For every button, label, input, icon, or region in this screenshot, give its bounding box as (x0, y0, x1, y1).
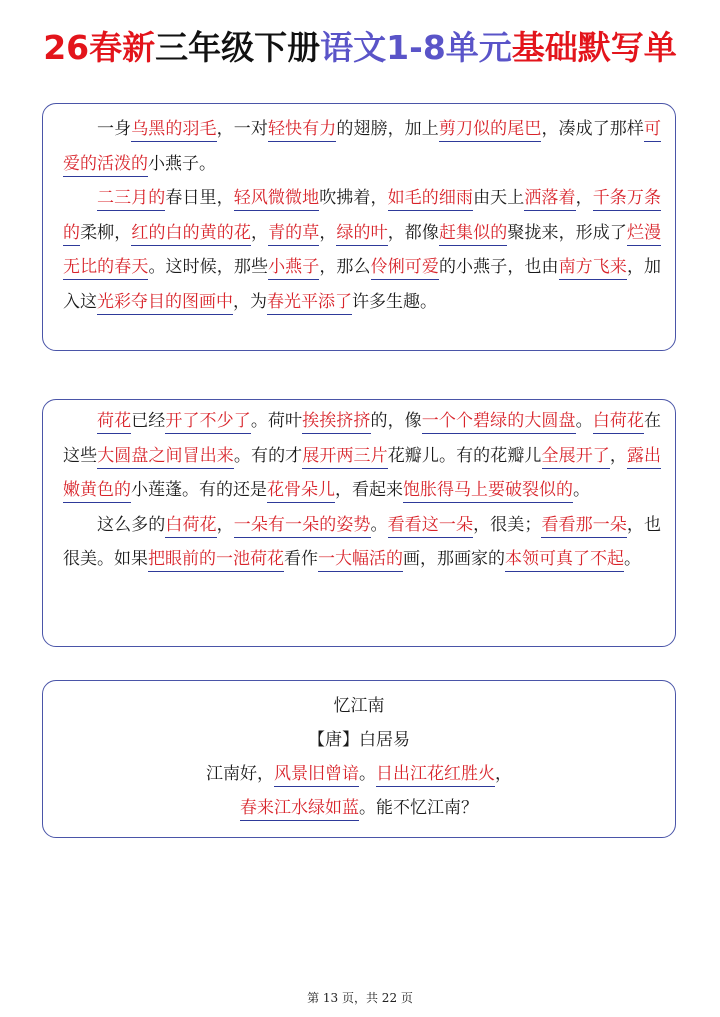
answer-text: 白荷花 (165, 515, 216, 538)
title-part-1: 26春新 (43, 28, 156, 67)
answer-text: 看看这一朵 (388, 515, 473, 538)
body-text: 。这时候，那些 (148, 257, 269, 277)
answer-text: 洒落着 (524, 188, 575, 211)
body-text: 。荷叶 (250, 411, 303, 431)
poem-title: 忆江南 (333, 696, 385, 716)
answer-text: 剪刀似的尾巴 (439, 119, 542, 142)
poem-line (57, 757, 661, 791)
body-text: 柔柳， (80, 222, 132, 243)
title-part-4: 基础默写单 (511, 28, 677, 67)
body-text: ， (216, 514, 234, 535)
answer-text: 千条万条的 (63, 188, 661, 246)
body-text: 的，像 (370, 411, 422, 431)
poem-box (42, 680, 676, 838)
answer-text: 日出江花红胜火 (376, 764, 495, 787)
passage-box-swallow (42, 103, 676, 351)
answer-text: 伶俐可爱 (371, 257, 439, 280)
answer-text: 青的草 (268, 223, 319, 246)
answer-text: 乌黑的羽毛 (131, 119, 216, 142)
body-text: 。 (359, 764, 376, 784)
answer-text: 二三月的 (97, 188, 165, 211)
answer-text: 一朵有一朵的姿势 (234, 515, 371, 538)
answer-text: 小燕子 (268, 257, 319, 280)
answer-text: 绿的叶 (336, 223, 387, 246)
answer-text: 春来江水绿如蓝 (240, 798, 359, 821)
passage-box-lotus (42, 399, 676, 647)
passage-paragraph (63, 508, 661, 577)
answer-text: 可爱的活泼的 (63, 119, 661, 177)
body-text: 这么多的 (97, 514, 166, 535)
answer-text: 看看那一朵 (541, 515, 627, 538)
poem-author: 【唐】白居易 (308, 730, 410, 750)
body-text: ，一对 (216, 119, 268, 139)
poem-line (57, 791, 661, 825)
answer-text: 露出嫩黄色的 (63, 446, 661, 504)
answer-text: 把眼前的一池荷花 (148, 549, 284, 572)
answer-text: 展开两三片 (302, 446, 387, 469)
answer-text: 本领可真了不起 (505, 549, 624, 572)
body-text: 在这些 (63, 411, 661, 466)
answer-text: 轻风微微地 (234, 188, 319, 211)
body-text: ，看起来 (335, 480, 403, 500)
body-text: ，都像 (387, 222, 439, 243)
body-text: 许多生趣。 (352, 291, 437, 312)
body-text: 江南好， (206, 764, 274, 784)
body-text: ，也很美。如果 (63, 514, 661, 569)
body-text: ， (575, 188, 593, 208)
body-text: 小莲蓬。有的还是 (131, 480, 267, 500)
page-footer: 第 13 页，共 22 页 (307, 991, 413, 1005)
body-text: ， (319, 222, 337, 243)
answer-text: 南方飞来 (559, 257, 627, 280)
body-text: 由天上 (473, 188, 525, 208)
body-text: 。 (624, 549, 641, 569)
body-text: ，很美； (473, 514, 542, 535)
body-text: 一身 (97, 119, 132, 139)
answer-text: 一个个碧绿的大圆盘 (422, 411, 576, 434)
body-text: 画，那画家的 (403, 549, 505, 569)
answer-text: 风景旧曾谙 (274, 764, 359, 787)
body-text: 春日里， (165, 188, 234, 208)
answer-text: 全展开了 (542, 446, 610, 469)
body-text: ， (609, 445, 627, 466)
body-text: ，那么 (319, 257, 371, 277)
answer-text: 红的白的黄的花 (131, 223, 251, 246)
answer-text: 大圆盘之间冒出来 (97, 446, 234, 469)
body-text: 小燕子。 (148, 153, 216, 174)
answer-text: 开了不少了 (165, 411, 250, 434)
passage-paragraph (63, 112, 661, 181)
body-text: 已经 (131, 411, 166, 431)
page-title (0, 22, 720, 69)
answer-text: 光彩夺目的图画中 (97, 292, 233, 315)
body-text: 。 (573, 480, 590, 500)
title-part-3: 语文1-8单元 (320, 28, 512, 67)
body-text: 。 (575, 411, 593, 431)
answer-text: 白荷花 (593, 411, 644, 434)
answer-text: 如毛的细雨 (388, 188, 473, 211)
body-text: 的小燕子，也由 (438, 257, 559, 277)
answer-text: 花骨朵儿 (267, 480, 335, 503)
answer-text: 春光平添了 (267, 292, 352, 315)
body-text: ， (495, 764, 512, 784)
body-text: ， (250, 222, 269, 243)
body-text: 。能不忆江南？ (359, 798, 478, 818)
body-text: ，为 (233, 291, 267, 312)
body-text: 花瓣儿。有的花瓣儿 (387, 445, 542, 466)
body-text: ，凑成了那样 (541, 119, 644, 139)
body-text: 吹拂着， (319, 188, 388, 208)
body-text: 看作 (284, 549, 318, 569)
answer-text: 挨挨挤挤 (302, 411, 370, 434)
answer-text: 烂漫无比的春天 (63, 223, 661, 281)
passage-paragraph (63, 404, 661, 508)
answer-text: 荷花 (97, 411, 131, 434)
answer-text: 轻快有力 (268, 119, 336, 142)
body-text: 。 (370, 514, 388, 535)
body-text: ，加入这 (63, 257, 662, 312)
body-text: 聚拢来，形成了 (507, 222, 627, 243)
answer-text: 赶集似的 (439, 223, 507, 246)
answer-text: 饱胀得马上要破裂似的 (403, 480, 573, 503)
body-text: 。有的才 (233, 445, 303, 466)
answer-text: 一大幅活的 (318, 549, 403, 572)
title-part-2: 三年级下册 (155, 28, 321, 67)
passage-paragraph (63, 181, 661, 319)
body-text: 的翅膀，加上 (336, 119, 439, 139)
